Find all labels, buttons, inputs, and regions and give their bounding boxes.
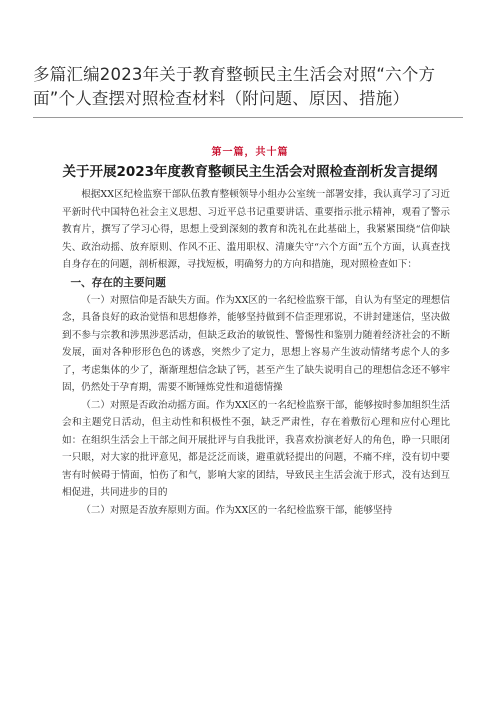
document-title: 多篇汇编2023年关于教育整顿民主生活会对照“六个方面”个人查摆对照检查材料（附问题、原因、措施） bbox=[33, 65, 436, 108]
section-heading: 一、存在的主要问题 bbox=[70, 276, 166, 289]
article-body bbox=[62, 186, 450, 519]
title-divider bbox=[33, 117, 463, 118]
intro-paragraph: 根据XX区纪检监察干部队伍教育整顿领导小组办公室统一部署安排，我认真学习了习近平新时代中国特色社会主义思想、习近平总书记重要讲话、重要指示批示精神，观看了警示教育片，撰写了学习心得，思想上受到深刻的教育和洗礼在此基础上，我紧紧围绕“信仰缺失、政治动摇、放弃原则、作风不正、滥用职权、清廉失守“六个方面”五个方面，认真查找自身存在的问题，剖析根源，寻找短板，明确努力的方向和措施，现对照检查如下： bbox=[62, 189, 450, 270]
point-two-paragraph: （二）对照是否政治动摇方面。作为XX区的一名纪检监察干部，能够按时参加组织生活会和主题党日活动，但主动性和积极性不强，缺乏严肃性，存在着敷衍心理和应付心理比如：在组织生活会上干部之间开展批评与自我批评，我喜欢扮演老好人的角色，睁一只眼闭一只眼，对大家的批评意见，都是泛泛而谈，避重就轻提出的问题，不痛不痒，没有切中要害有时候碍于情面，怕伤了和气，影响大家的团结，导致民主生活会流于形式，没有达到互相促进，共同进步的目的 bbox=[62, 399, 450, 498]
chapter-label: 第一篇，共十篇 bbox=[211, 147, 289, 158]
article-title: 关于开展2023年度教育整顿民主生活会对照检查剖析发言提纲 bbox=[62, 164, 438, 180]
point-one-paragraph: （一）对照信仰是否缺失方面。作为XX区的一名纪检监察干部，自认为有坚定的理想信念，具备良好的政治觉悟和思想修养，能够坚持做到不信歪理邪说，不讲封建迷信，坚决做到不参与宗教和涉黑涉恶活动，但缺乏政治的敏锐性、警惕性和鉴别力随着经济社会的不断发展，面对各种形形色色的诱惑，突然少了定力，思想上容易产生波动情绪考虑个人的多了，考虑集体的少了，渐渐理想信念缺了钙，甚至产生了缺失说明自己的理想信念还不够牢固，仍然处于孕育期，需要不断锤炼党性和道德情操 bbox=[62, 294, 450, 393]
point-three-paragraph: （二）对照是否放弃原则方面。作为XX区的一名纪检监察干部，能够坚持 bbox=[81, 504, 393, 516]
